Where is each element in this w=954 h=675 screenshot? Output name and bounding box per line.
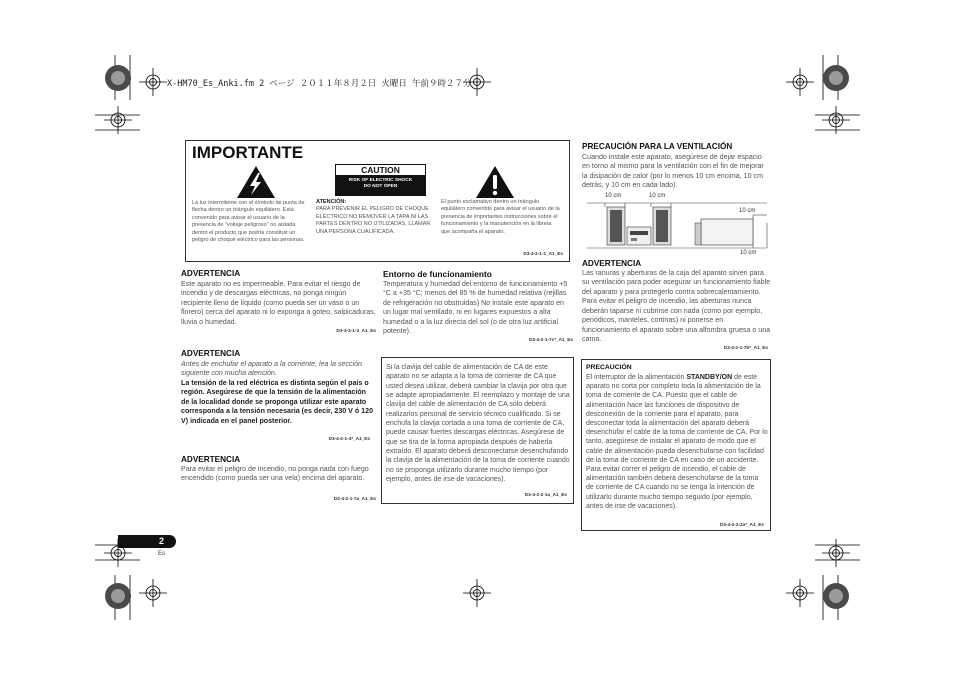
ventilacion-text: Cuando instale este aparato, asegúrese de dejar espacio en torno al mismo para la ventilación con el fin de mejorar la disipación de calor (por lo menos 10 cm encima, 10 cm detrás, y 10 cm en cada lado). xyxy=(582,153,764,190)
entorno-title: Entorno de funcionamiento xyxy=(383,269,492,279)
adv3-code: D3-4-2-1-7a_A1_Es xyxy=(333,496,376,501)
precaucion-text-a: El interruptor de la alimentación xyxy=(586,374,687,381)
dim-left: 10 cm xyxy=(605,193,622,199)
adv3-text: Para evitar el peligro de incendio, no ponga nada con fuego encendido (como pueda ser una vela) encima del aparato. xyxy=(181,465,369,483)
exclamation-description: El punto exclamativo dentro un triángulo equilátero convertido para avisar el usuário de la presencia de importantes instrucciones sobre el funcionamiento y la manutención en la libreta que acompaña el aparato. xyxy=(441,199,560,235)
page-lang: Es xyxy=(158,551,166,557)
precaucion-title: PRECAUCIÓN xyxy=(586,364,632,371)
importante-code: D3-4-2-1-1_A1_Es xyxy=(523,251,563,256)
atencion-text: PARA PREVENIR EL PELIGRO DE CHOQUE ELÉCTRICO NO REMOVER LA TAPA NI LAS PARTES DENTRO NO UTILIZADAS, LLAMAR UNA PERSONA CUALIFICADA. xyxy=(316,206,431,235)
adv1-code: D3-4-2-1-3_A1_Es xyxy=(336,328,376,333)
dim-rear: 10 cm xyxy=(740,250,757,256)
importante-title: IMPORTANTE xyxy=(192,143,304,162)
ventilation-diagram-drawing xyxy=(583,193,771,253)
adv4-text: Las ranuras y aberturas de la caja del aparato sirven para su ventilación para poder asegurar un funcionamiento fiable del aparato y para protegerlo contra sobrecalentamiento. Para evitar el peligro de incendio, las aberturas nunca deberán taparse ni cubrirse con nada (como por ejemplo, periódicos, manteles, cortinas) ni ponerse en funcionamiento el aparato sobre una alfombra gruesa o una cama. xyxy=(582,269,771,344)
caution-label-title: CAUTION xyxy=(336,165,425,175)
adv3-title: ADVERTENCIA xyxy=(181,455,241,464)
dim-top: 10 cm xyxy=(739,208,756,214)
precaucion-text xyxy=(586,373,768,511)
adv4-code: D3-4-2-1-7b*_A1_Es xyxy=(723,345,768,350)
ventilation-diagram xyxy=(583,193,771,256)
clavija-text: Si la clavija del cable de alimentación de CA de este aparato no se adapta a la toma de corriente de CA que usted desea utilizar, deberá cambiar la clavija por otra que se adapte apropiadamente. El reemplazo y montaje de una clavija del cable de alimentación de CA sólo deberá realizarlos personal de servicio técnico cualificado. Si se enchufa la clavija cortada a una toma de corriente de CA, puede causar fuertes descargas eléctricas. Asegúrese de que se tira de la forma apropiada después de haberla extraído. El aparato deberá desconectarse desenchufando la clavija de la alimentación de la toma de corriente cuando no se proponga utilizarlo durante mucho tiempo (por ejemplo, antes de irse de vacaciones). xyxy=(386,364,570,484)
precaucion-text-b: de este aparato no corta por completo toda la alimentación de la toma de corriente de CA. Puesto que el cable de alimentación hace las funciones de dispositivo de desconexión de la corriente para el aparato, para desconectar toda la alimentación del aparato deberá desenchufar el cable de la toma de corriente de CA. Por lo tanto, asegúrese de instalar el aparato de modo que el cable de alimentación pueda desenchufarse con facilidad de la toma de corriente de CA en caso de un accidente. Para evitar correr el peligro de incendio, el cable de alimentación también deberá desenchufarse de la toma de corriente de CA cuando no se tenga la intención de utilizarlo durante mucho tiempo seguido (por ejemplo, antes de irse de vacaciones). xyxy=(586,374,768,510)
standby-on-label: STANDBY/ON xyxy=(686,374,733,381)
adv2-code: D3-4-2-1-4*_A1_Es xyxy=(328,436,370,441)
adv2-bold: La tensión de la red eléctrica es distinta según el país o región. Asegúrese de que la tensión de la alimentación de la localidad donde se proponga utilizar este aparato corresponda a la tensión necesaria (es decir, 230 V ó 120 V) indicada en el panel posterior. xyxy=(181,379,374,425)
adv2-italic: Antes de enchufar el aparato a la corriente, lea la sección siguiente con mucha atención. xyxy=(181,360,363,378)
precaucion-code: D3-4-2-2-2a*_A1_Es xyxy=(719,522,764,527)
caution-label xyxy=(335,164,426,196)
adv1-title: ADVERTENCIA xyxy=(181,269,241,278)
page-header: X-HM70_Es_Anki.fm 2 ページ ２０１１年８月２日 火曜日 午前９時２７分 xyxy=(167,79,472,89)
exclamation-warning-icon xyxy=(475,165,515,199)
caution-label-sub2: DO NOT OPEN xyxy=(363,184,398,189)
caution-label-sub1: RISK OF ELECTRIC SHOCK xyxy=(348,178,413,183)
clavija-code: D3-4-2-2-1a_A1_Es xyxy=(524,492,567,497)
page-tab xyxy=(118,535,176,548)
importante-box xyxy=(185,140,570,262)
lightning-description: La luz intermitente con el símbolo de punta de flecha dentro un triángulo equilátero. Está convenido para avisar el usuario de la presencia de "voltaje peligroso" no aislada dentro el producto que podría constituir un peligro de choque eléctrico para las personas. xyxy=(192,200,305,244)
entorno-text: Temperatura y humedad del entorno de funcionamiento +5 °C a +35 °C; menos del 85 % de humedad relativa (rejillas de refrigeración no obstruidas) No instale este aparato en un lugar mal ventilado, ni en lugares expuestos a alta humedad o a la luz directa del sol (o de otra luz artificial potente). xyxy=(383,280,568,336)
electric-shock-warning-icon xyxy=(236,165,276,199)
atencion-block xyxy=(316,199,436,236)
adv1-text: Este aparato no es impermeable. Para evitar el riesgo de incendio y de descargas eléctricas, no ponga ningún recipiente lleno de líquido (como pueda ser un vaso o un florero) cerca del aparato ni lo exponga a goteo, salpicaduras, lluvia o humedad. xyxy=(181,280,376,326)
page-number: 2 xyxy=(158,536,164,546)
entorno-code: D3-4-2-1-7c*_A1_Es xyxy=(528,337,573,342)
clavija-box xyxy=(381,357,574,504)
ventilacion-title: PRECAUCIÓN PARA LA VENTILACIÓN xyxy=(582,142,733,151)
adv2-title: ADVERTENCIA xyxy=(181,349,241,358)
precaucion-box xyxy=(581,359,771,531)
adv4-title: ADVERTENCIA xyxy=(582,259,642,268)
atencion-title: ATENCIÓN: xyxy=(316,199,347,205)
dim-middle: 10 cm xyxy=(649,193,666,199)
